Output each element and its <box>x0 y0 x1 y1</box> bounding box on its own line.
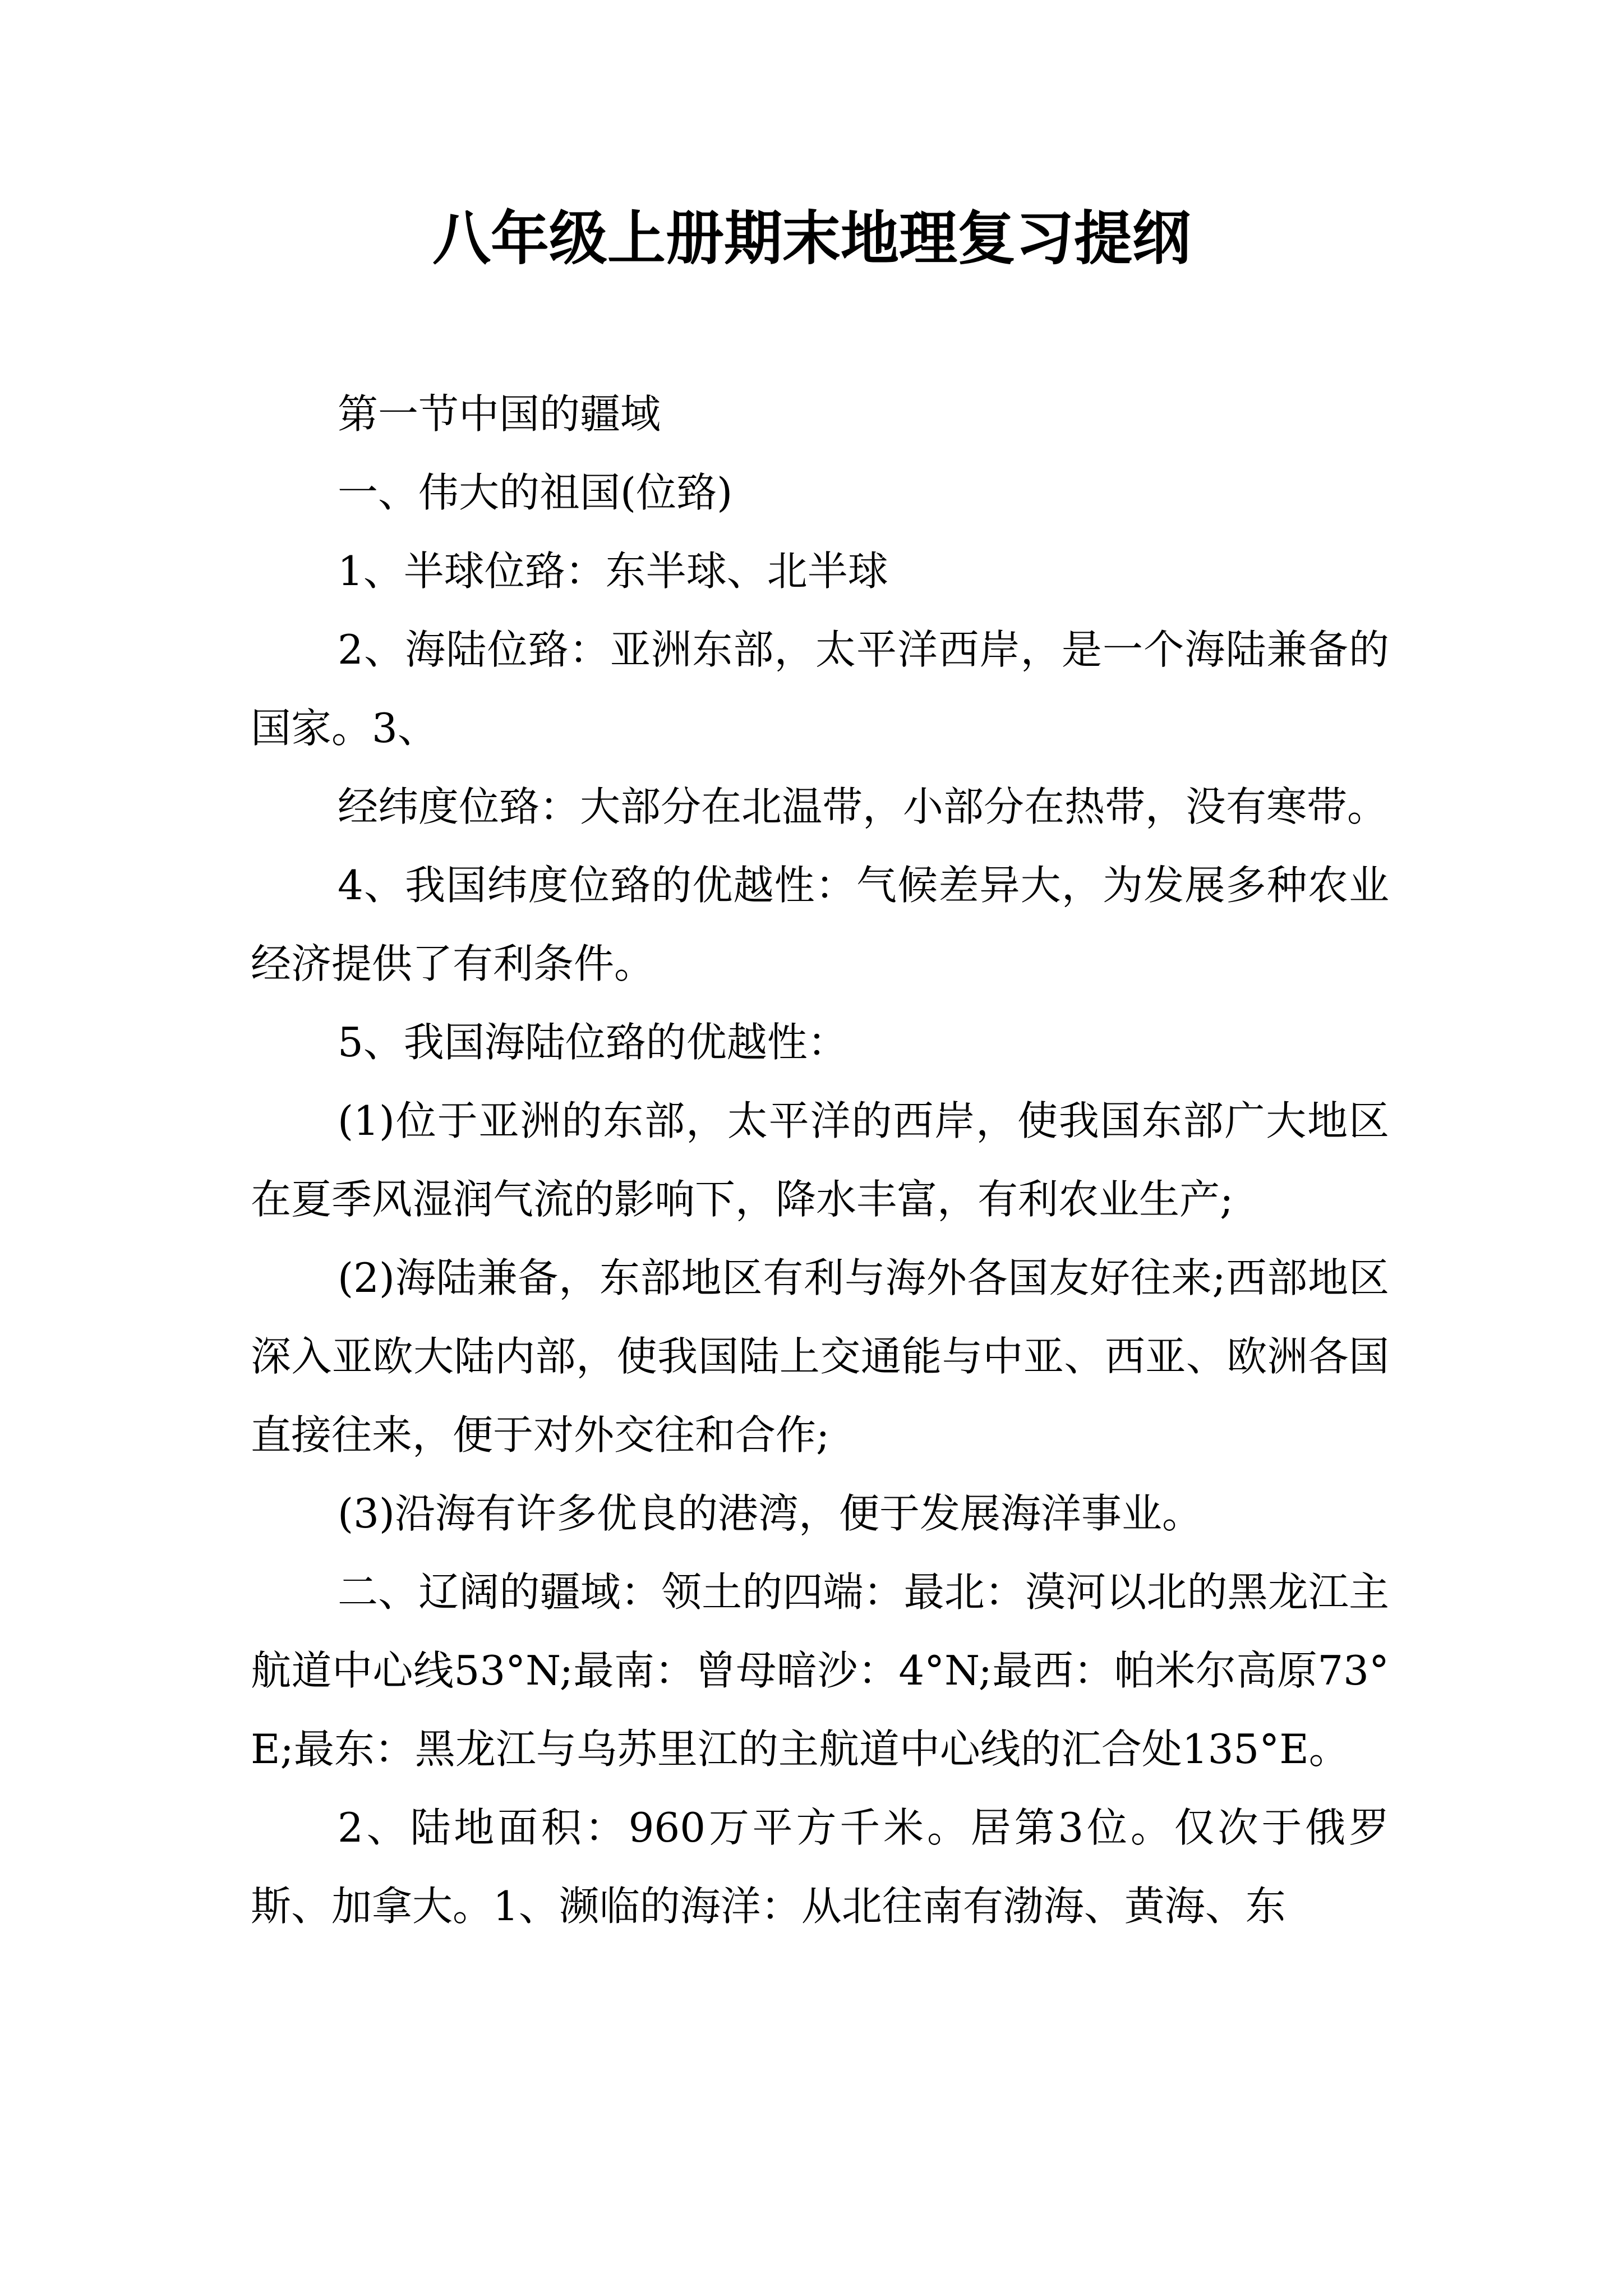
paragraph: 2、海陆位臵：亚洲东部，太平洋西岸，是一个海陆兼备的国家。3、 <box>251 626 1389 752</box>
paragraph: 2、陆地面积：960万平方千米。居第3位。仅次于俄罗斯、加拿大。1、濒临的海洋：从北往南有渤海、黄海、东 <box>251 1804 1389 1930</box>
paragraph: (2)海陆兼备，东部地区有利与海外各国友好往来;西部地区深入亚欧大陆内部，使我国陆上交通能与中亚、西亚、欧洲各国直接往来，便于对外交往和合作; <box>251 1254 1389 1458</box>
paragraph: 经纬度位臵：大部分在北温带，小部分在热带，没有寒带。 <box>338 783 1388 830</box>
document-body <box>251 375 1389 1945</box>
paragraph: 二、辽阔的疆域：领土的四端：最北：漠河以北的黑龙江主航道中心线53°N;最南：曾母暗沙：4°N;最西：帕米尔高原73°E;最东：黑龙江与乌苏里江的主航道中心线的汇合处135°E。 <box>251 1568 1389 1773</box>
document-title: 八年级上册期末地理复习提纲 <box>432 204 1191 273</box>
paragraph: 1、半球位臵：东半球、北半球 <box>338 547 888 595</box>
paragraph: 4、我国纬度位臵的优越性：气候差异大，为发展多种农业经济提供了有利条件。 <box>251 862 1389 987</box>
paragraph: 一、伟大的祖国(位臵) <box>338 469 733 516</box>
paragraph: (3)沿海有许多优良的港湾，便于发展海洋事业。 <box>338 1490 1202 1537</box>
paragraph: (1)位于亚洲的东部，太平洋的西岸，使我国东部广大地区在夏季风湿润气流的影响下，降水丰富，有利农业生产; <box>251 1097 1389 1223</box>
paragraph: 第一节中国的疆域 <box>338 390 661 438</box>
paragraph: 5、我国海陆位臵的优越性： <box>338 1019 848 1066</box>
